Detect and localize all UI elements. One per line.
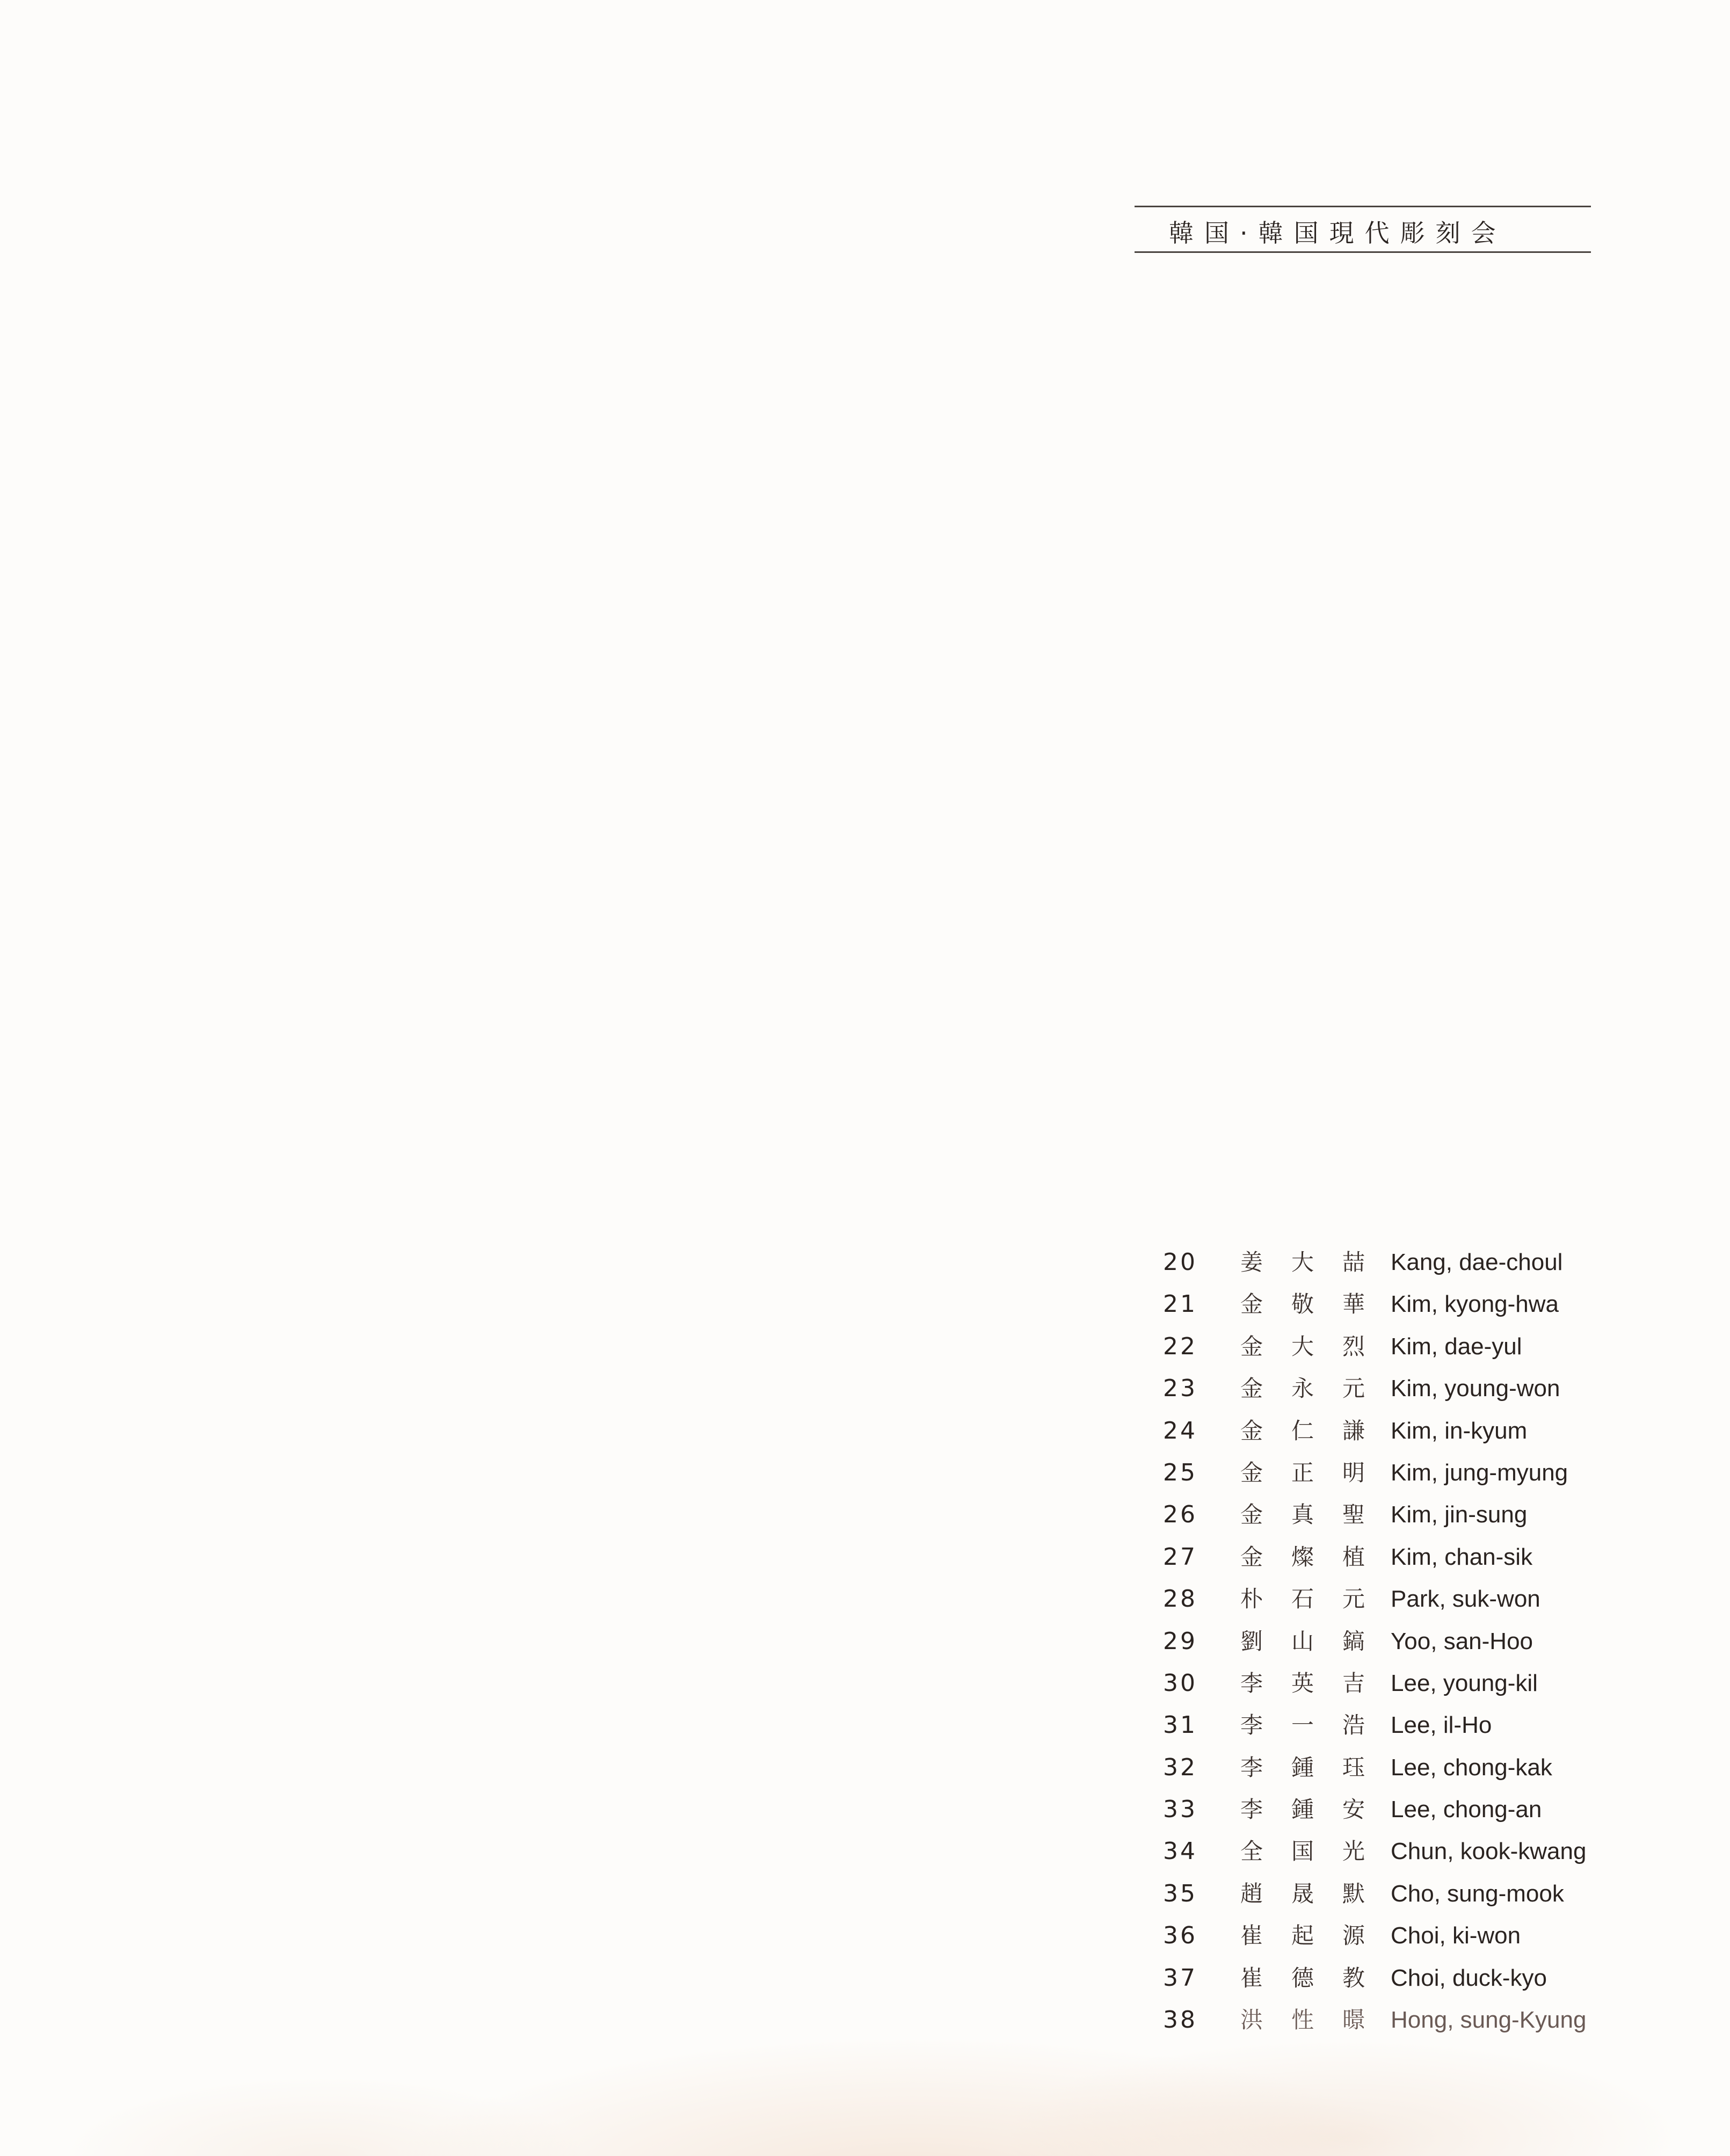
romanized-name: Lee, young-kil — [1391, 1669, 1538, 1696]
hanja-name-char: 安 — [1342, 1796, 1365, 1823]
entry-number: 38 — [1163, 2006, 1197, 2034]
hanja-name-char: 源 — [1342, 1922, 1365, 1949]
entry-number: 36 — [1163, 1922, 1197, 1950]
roster-row — [1160, 1242, 1718, 1283]
entry-number: 33 — [1163, 1796, 1197, 1824]
hanja-name-char: 明 — [1342, 1459, 1365, 1486]
hanja-name-char: 元 — [1342, 1586, 1365, 1613]
page-header — [1135, 206, 1591, 253]
entry-number: 30 — [1163, 1669, 1197, 1697]
header-title: 韓国·韓国現代彫刻会 — [1169, 219, 1507, 248]
hanja-name-char: 晟 — [1291, 1880, 1314, 1907]
entry-number: 37 — [1163, 1964, 1197, 1992]
entry-number: 35 — [1163, 1879, 1197, 1907]
hanja-name-char: 金 — [1240, 1375, 1263, 1402]
romanized-name: Lee, chong-an — [1391, 1796, 1542, 1823]
hanja-name-char: 李 — [1240, 1669, 1263, 1696]
roster-row — [1160, 1873, 1718, 1915]
entry-number: 21 — [1163, 1290, 1197, 1318]
hanja-name-char: 全 — [1240, 1838, 1263, 1865]
hanja-name-char: 植 — [1342, 1543, 1365, 1570]
hanja-name-char: 国 — [1291, 1838, 1314, 1865]
hanja-name-char: 大 — [1291, 1333, 1314, 1360]
roster-row — [1160, 1368, 1718, 1410]
hanja-name-char: 光 — [1342, 1838, 1365, 1865]
hanja-name-char: 金 — [1240, 1291, 1263, 1318]
hanja-name-char: 崔 — [1240, 1922, 1263, 1949]
romanized-name: Choi, ki-won — [1391, 1922, 1521, 1949]
hanja-name-char: 金 — [1240, 1501, 1263, 1528]
romanized-name: Kim, in-kyum — [1391, 1417, 1528, 1444]
roster-row — [1160, 1747, 1718, 1789]
romanized-name: Kim, dae-yul — [1391, 1333, 1522, 1360]
artist-roster — [1160, 1242, 1718, 2041]
hanja-name-char: 烈 — [1342, 1333, 1365, 1360]
roster-row — [1160, 1915, 1718, 1957]
romanized-name: Choi, duck-kyo — [1391, 1964, 1547, 1991]
hanja-name-char: 性 — [1291, 2007, 1314, 2034]
hanja-name-char: 金 — [1240, 1459, 1263, 1486]
hanja-name-char: 起 — [1291, 1922, 1314, 1949]
hanja-name-char: 仁 — [1291, 1417, 1314, 1444]
entry-number: 25 — [1163, 1458, 1197, 1486]
hanja-name-char: 李 — [1240, 1754, 1263, 1781]
romanized-name: Cho, sung-mook — [1391, 1880, 1564, 1907]
hanja-name-char: 金 — [1240, 1333, 1263, 1360]
hanja-name-char: 聖 — [1342, 1501, 1365, 1528]
hanja-name-char: 趙 — [1240, 1880, 1263, 1907]
roster-row — [1160, 1536, 1718, 1578]
romanized-name: Hong, sung-Kyung — [1391, 2007, 1587, 2034]
hanja-name-char: 姜 — [1240, 1249, 1263, 1275]
hanja-name-char: 華 — [1342, 1291, 1365, 1318]
hanja-name-char: 崔 — [1240, 1964, 1263, 1991]
roster-row — [1160, 1410, 1718, 1452]
roster-row — [1160, 1578, 1718, 1620]
entry-number: 24 — [1163, 1417, 1197, 1444]
romanized-name: Yoo, san-Hoo — [1391, 1628, 1533, 1654]
hanja-name-char: 真 — [1291, 1501, 1314, 1528]
entry-number: 34 — [1163, 1838, 1197, 1865]
romanized-name: Lee, chong-kak — [1391, 1754, 1552, 1781]
hanja-name-char: 教 — [1342, 1964, 1365, 1991]
hanja-name-char: 喆 — [1342, 1249, 1365, 1275]
hanja-name-char: 正 — [1291, 1459, 1314, 1486]
romanized-name: Kim, jung-myung — [1391, 1459, 1568, 1486]
hanja-name-char: 洪 — [1240, 2007, 1263, 2034]
roster-row — [1160, 1831, 1718, 1872]
hanja-name-char: 永 — [1291, 1375, 1314, 1402]
hanja-name-char: 大 — [1291, 1249, 1314, 1275]
hanja-name-char: 一 — [1291, 1712, 1314, 1739]
hanja-name-char: 默 — [1342, 1880, 1365, 1907]
entry-number: 26 — [1163, 1501, 1197, 1529]
hanja-name-char: 金 — [1240, 1417, 1263, 1444]
roster-row — [1160, 1957, 1718, 1999]
entry-number: 27 — [1163, 1543, 1197, 1571]
hanja-name-char: 李 — [1240, 1796, 1263, 1823]
romanized-name: Kim, kyong-hwa — [1391, 1291, 1559, 1318]
romanized-name: Park, suk-won — [1391, 1586, 1540, 1613]
entry-number: 22 — [1163, 1332, 1197, 1360]
hanja-name-char: 謙 — [1342, 1417, 1365, 1444]
roster-row — [1160, 1621, 1718, 1663]
roster-row — [1160, 1326, 1718, 1368]
hanja-name-char: 山 — [1291, 1628, 1314, 1654]
roster-row — [1160, 1494, 1718, 1536]
entry-number: 31 — [1163, 1711, 1197, 1739]
hanja-name-char: 珏 — [1342, 1754, 1365, 1781]
roster-row — [1160, 1452, 1718, 1494]
hanja-name-char: 劉 — [1240, 1628, 1263, 1654]
romanized-name: Lee, il-Ho — [1391, 1712, 1492, 1739]
entry-number: 28 — [1163, 1585, 1197, 1613]
entry-number: 23 — [1163, 1375, 1197, 1403]
hanja-name-char: 金 — [1240, 1543, 1263, 1570]
hanja-name-char: 鍾 — [1291, 1796, 1314, 1823]
hanja-name-char: 李 — [1240, 1712, 1263, 1739]
romanized-name: Kang, dae-choul — [1391, 1249, 1563, 1275]
roster-row — [1160, 1283, 1718, 1325]
hanja-name-char: 暻 — [1342, 2007, 1365, 2034]
hanja-name-char: 燦 — [1291, 1543, 1314, 1570]
hanja-name-char: 元 — [1342, 1375, 1365, 1402]
roster-row — [1160, 1663, 1718, 1704]
hanja-name-char: 浩 — [1342, 1712, 1365, 1739]
entry-number: 20 — [1163, 1248, 1197, 1276]
romanized-name: Kim, chan-sik — [1391, 1543, 1533, 1570]
hanja-name-char: 石 — [1291, 1586, 1314, 1613]
hanja-name-char: 英 — [1291, 1669, 1314, 1696]
roster-row — [1160, 1999, 1718, 2041]
roster-row — [1160, 1789, 1718, 1831]
hanja-name-char: 吉 — [1342, 1669, 1365, 1696]
romanized-name: Kim, jin-sung — [1391, 1501, 1528, 1528]
hanja-name-char: 鍾 — [1291, 1754, 1314, 1781]
hanja-name-char: 朴 — [1240, 1586, 1263, 1613]
hanja-name-char: 鎬 — [1342, 1628, 1365, 1654]
roster-row — [1160, 1704, 1718, 1746]
entry-number: 29 — [1163, 1627, 1197, 1655]
romanized-name: Kim, young-won — [1391, 1375, 1560, 1402]
hanja-name-char: 德 — [1291, 1964, 1314, 1991]
entry-number: 32 — [1163, 1753, 1197, 1781]
romanized-name: Chun, kook-kwang — [1391, 1838, 1587, 1865]
hanja-name-char: 敬 — [1291, 1291, 1314, 1318]
